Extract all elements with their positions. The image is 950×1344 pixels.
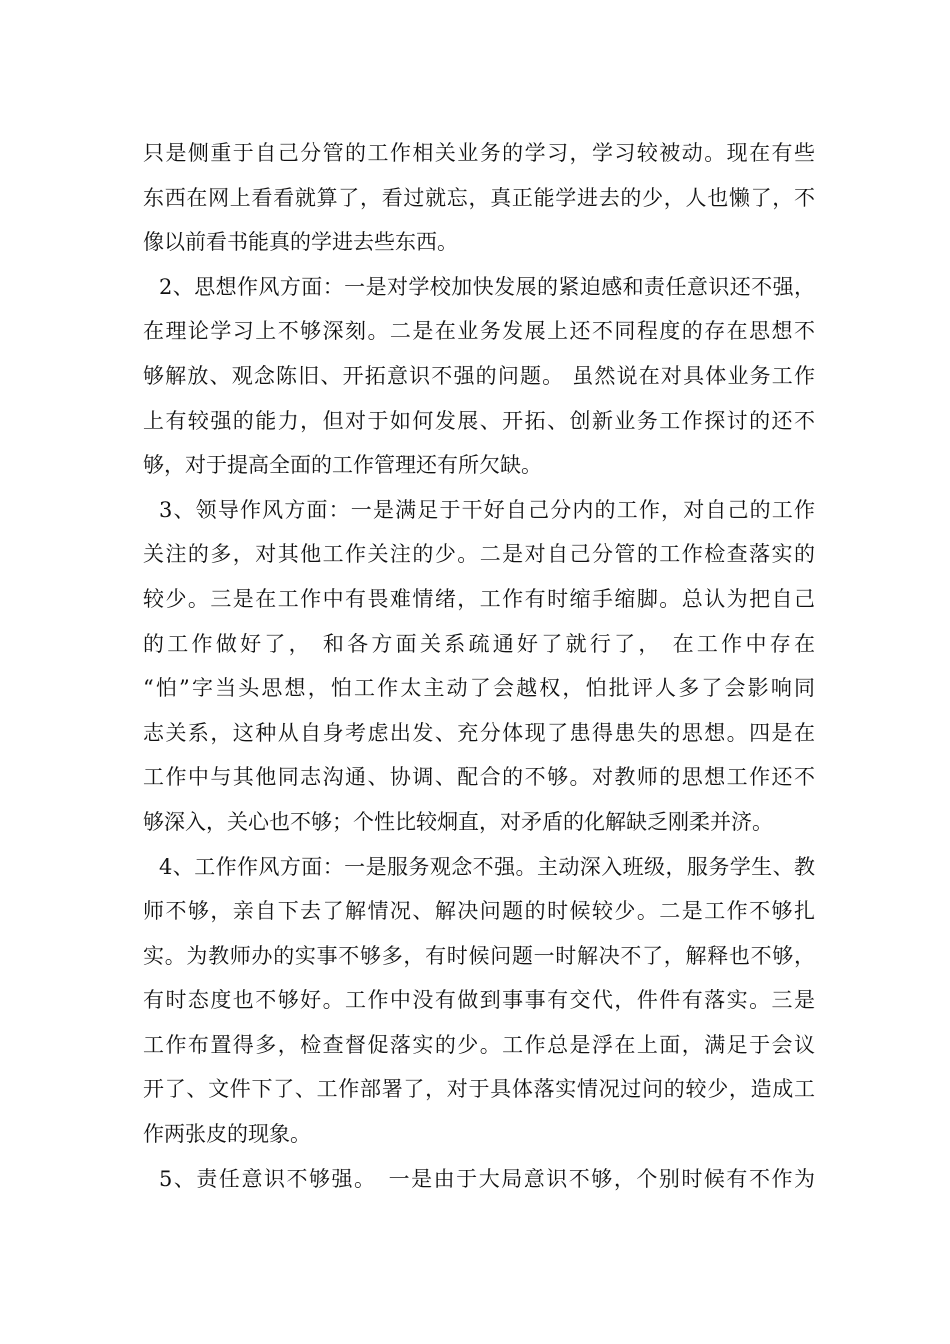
- text-line: 工作中与其他同志沟通、协调、配合的不够。对教师的思想工作还不: [143, 765, 815, 790]
- text-line: 够深入，关心也不够；个性比较炯直，对矛盾的化解缺乏刚柔并济。: [143, 809, 773, 834]
- text-line: 的工作做好了， 和各方面关系疏通好了就行了， 在工作中存在: [143, 631, 815, 656]
- text-line: 3、领导作风方面：一是满足于干好自己分内的工作，对自己的工作: [159, 497, 815, 522]
- text-line: “怕”字当头思想，怕工作太主动了会越权，怕批评人多了会影响同: [143, 676, 815, 701]
- document-body: [143, 131, 815, 1201]
- text-line: 2、思想作风方面：一是对学校加快发展的紧迫感和责任意识还不强，: [159, 274, 815, 299]
- text-line: 够，对于提高全面的工作管理还有所欠缺。: [143, 453, 542, 478]
- text-line: 有时态度也不够好。工作中没有做到事事有交代，件件有落实。三是: [143, 988, 815, 1013]
- text-line: 只是侧重于自己分管的工作相关业务的学习，学习较被动。现在有些: [143, 141, 815, 165]
- text-line: 较少。三是在工作中有畏难情绪，工作有时缩手缩脚。总认为把自己: [143, 586, 815, 611]
- text-line: 开了、文件下了、工作部署了，对于具体落实情况过问的较少，造成工: [143, 1077, 815, 1102]
- text-line: 4、工作作风方面：一是服务观念不强。主动深入班级，服务学生、教: [159, 854, 815, 879]
- text-line: 作两张皮的现象。: [143, 1122, 311, 1147]
- text-line: 上有较强的能力，但对于如何发展、开拓、创新业务工作探讨的还不: [143, 408, 815, 433]
- text-line: 够解放、观念陈旧、开拓意识不强的问题。 虽然说在对具体业务工作: [143, 363, 815, 388]
- text-line: 志关系，这种从自身考虑出发、充分体现了患得患失的思想。四是在: [143, 720, 815, 745]
- text-line: 工作布置得多，检查督促落实的少。工作总是浮在上面，满足于会议: [143, 1032, 815, 1057]
- text-line: 师不够，亲自下去了解情况、解决问题的时候较少。二是工作不够扎: [143, 899, 815, 924]
- text-line: 东西在网上看看就算了，看过就忘，真正能学进去的少，人也懒了，不: [143, 185, 815, 210]
- text-line: 实。为教师办的实事不够多，有时候问题一时解决不了，解释也不够，: [143, 943, 815, 968]
- text-line: 关注的多，对其他工作关注的少。二是对自己分管的工作检查落实的: [143, 542, 815, 567]
- text-line: 在理论学习上不够深刻。二是在业务发展上还不同程度的存在思想不: [143, 319, 815, 344]
- text-line: 像以前看书能真的学进去些东西。: [143, 230, 458, 255]
- text-line: 5、责任意识不够强。 一是由于大局意识不够，个别时候有不作为: [159, 1166, 815, 1191]
